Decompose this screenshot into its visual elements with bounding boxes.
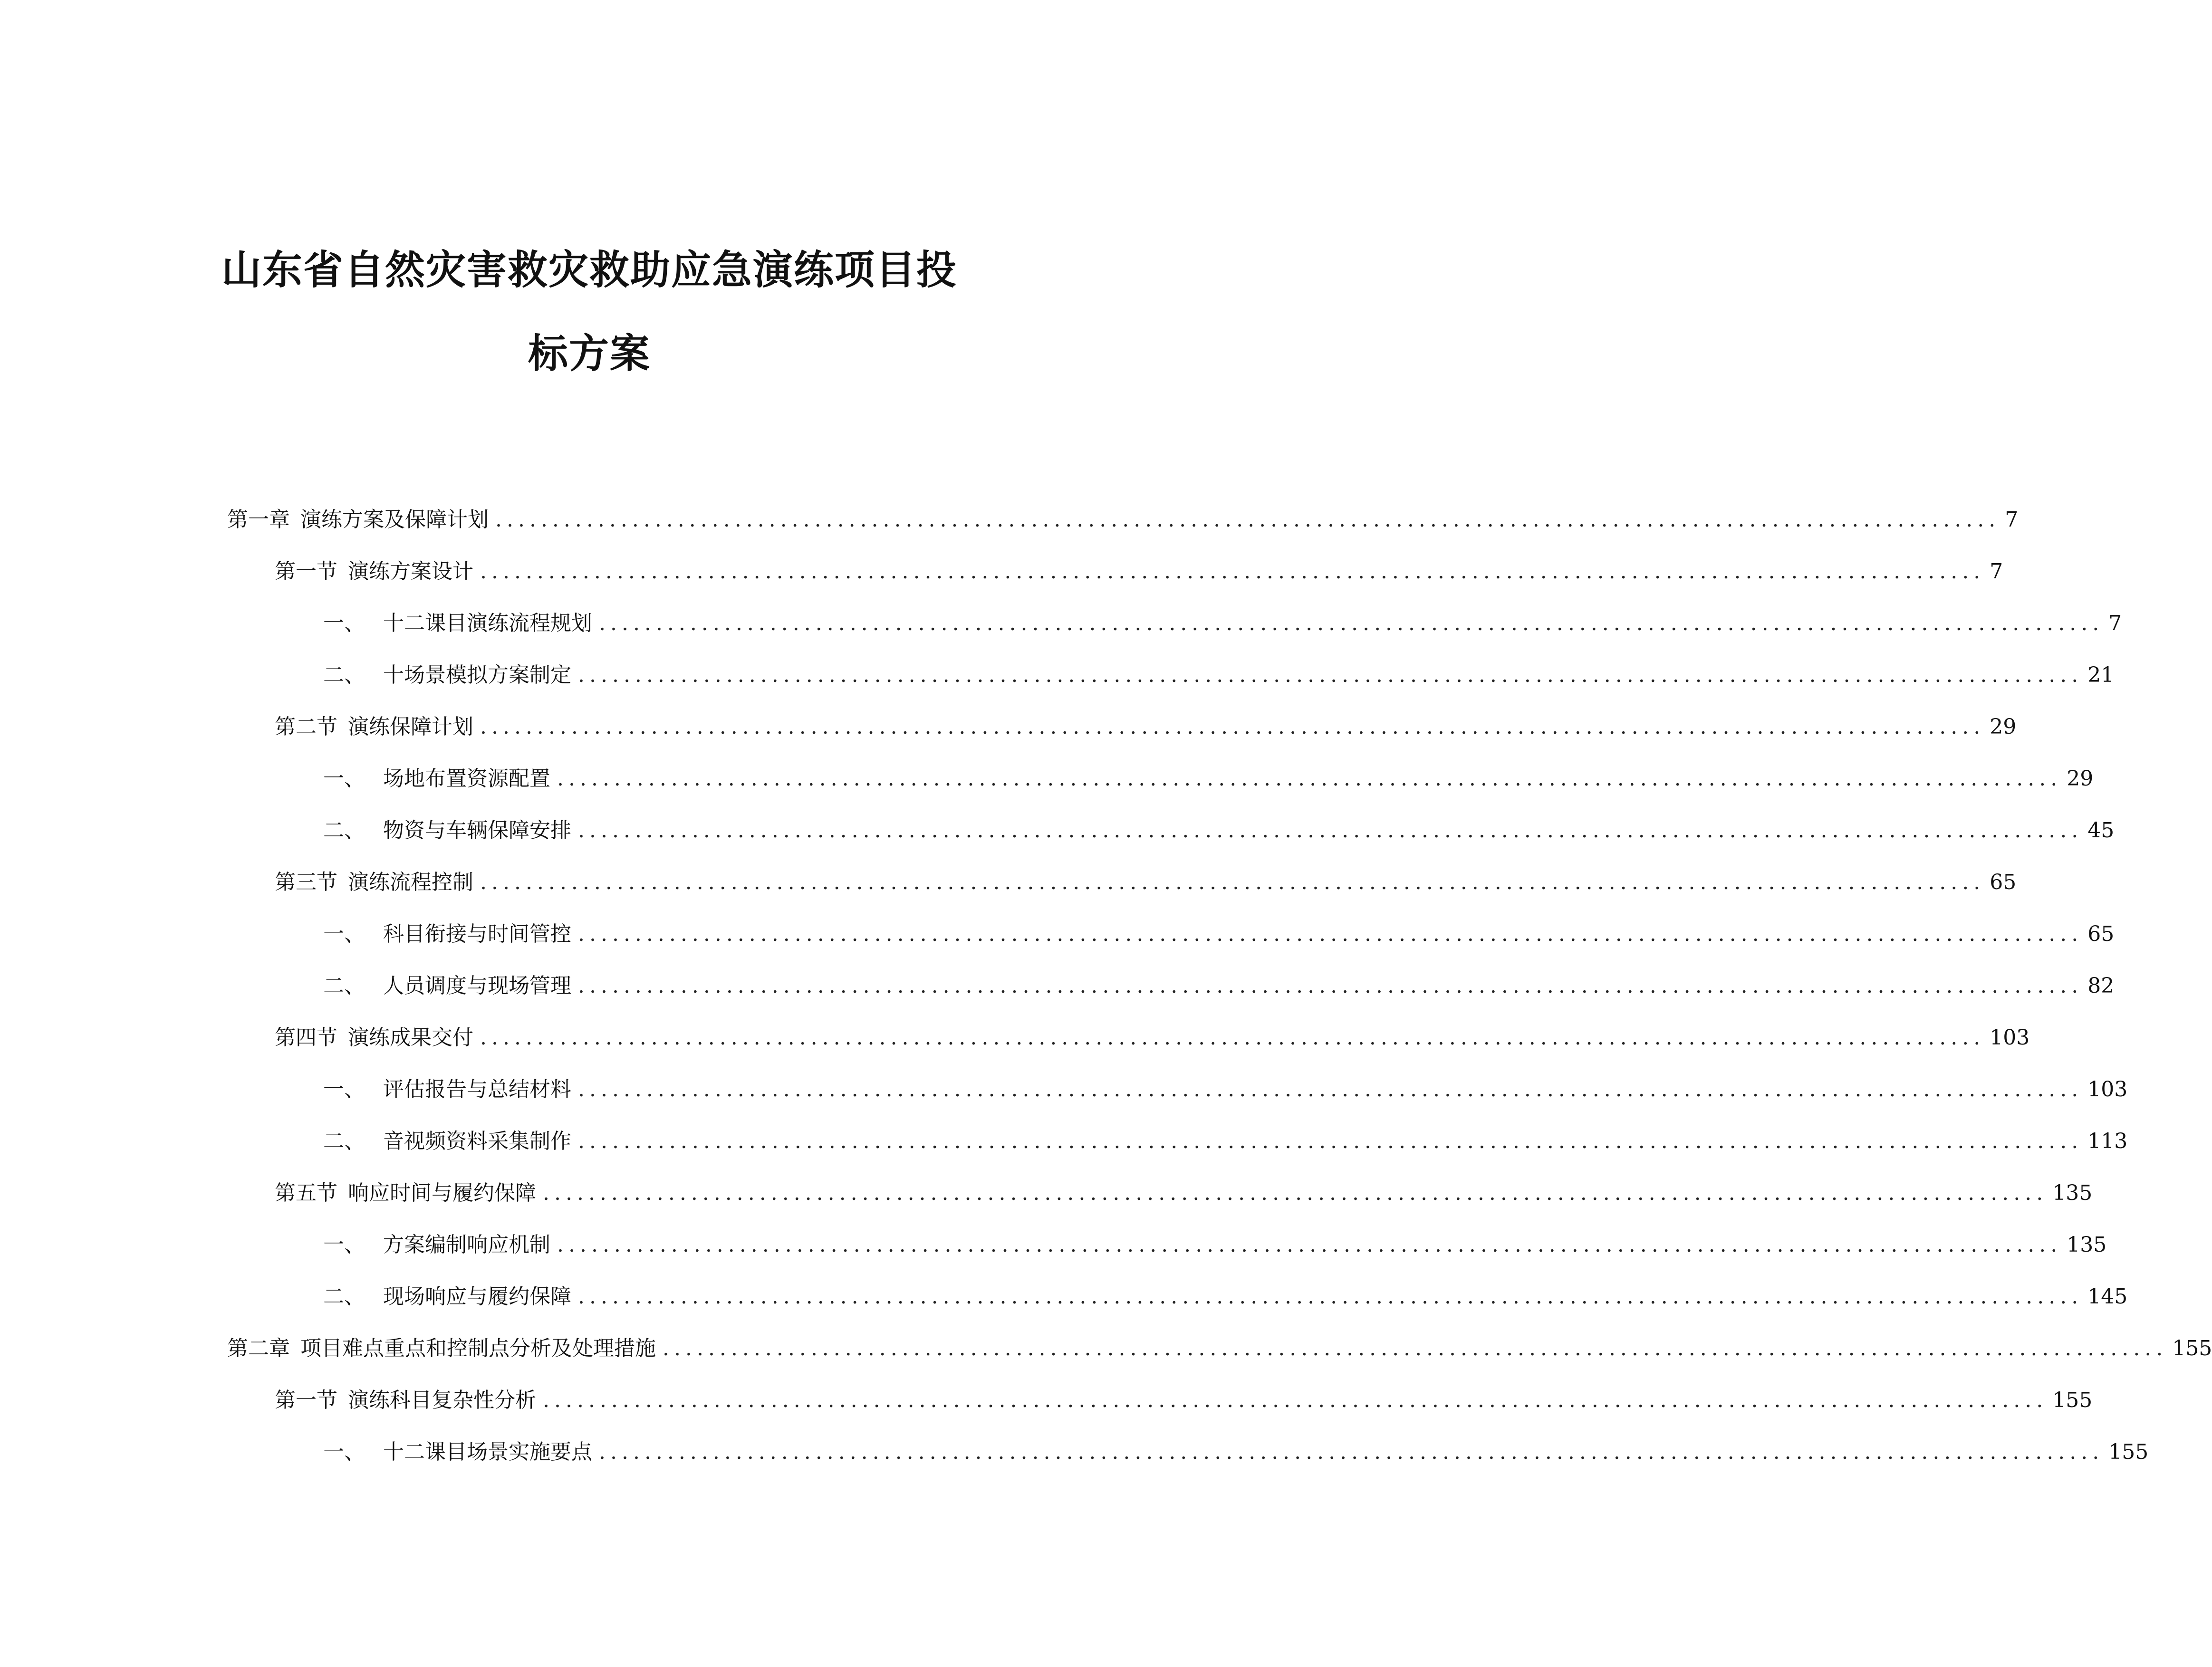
- toc-entry-title: 演练科目复杂性分析: [348, 1388, 536, 1412]
- toc-page-number: 103: [1990, 1025, 2030, 1050]
- toc-entry-title: 演练方案及保障计划: [300, 508, 489, 532]
- toc-entry-number: 第五节: [275, 1181, 337, 1205]
- toc-dot-leader: ....................................................................................................................................: [480, 1025, 1985, 1050]
- toc-entry-number: 二、: [323, 663, 365, 687]
- toc-dot-leader: ....................................................................................................................................: [578, 1129, 2083, 1153]
- toc-entry-title: 现场响应与履约保障: [383, 1284, 571, 1309]
- toc-entry-title: 响应时间与履约保障: [348, 1181, 536, 1205]
- toc-entry-section[interactable]: [275, 1021, 2030, 1055]
- toc-entry-title: 十二课目场景实施要点: [383, 1440, 592, 1464]
- toc-entry-title: 物资与车辆保障安排: [383, 818, 571, 843]
- toc-entry-number: 二、: [323, 818, 365, 843]
- toc-entry-chapter[interactable]: [227, 1332, 2212, 1366]
- toc-dot-leader: ....................................................................................................................................: [495, 508, 2000, 532]
- toc-entry-chapter[interactable]: [227, 503, 2019, 537]
- toc-entry-number: 二、: [323, 974, 365, 998]
- toc-entry-subsection[interactable]: [323, 658, 2115, 692]
- toc-dot-leader: ....................................................................................................................................: [578, 1077, 2083, 1102]
- toc-entry-section[interactable]: [275, 1176, 2093, 1210]
- toc-entry-number: 一、: [323, 1077, 365, 1102]
- toc-entry-subsection[interactable]: [323, 814, 2115, 848]
- toc-page-number: 65: [1990, 870, 2017, 894]
- toc-dot-leader: ....................................................................................................................................: [599, 611, 2104, 635]
- toc-page-number: 45: [2087, 818, 2115, 843]
- toc-dot-leader: ....................................................................................................................................: [578, 663, 2083, 687]
- toc-entry-number: 第二节: [275, 715, 337, 739]
- document-title: [143, 228, 1036, 395]
- toc-dot-leader: ....................................................................................................................................: [599, 1440, 2104, 1464]
- toc-page-number: 155: [2052, 1388, 2093, 1412]
- toc-entry-title: 演练方案设计: [348, 559, 473, 584]
- toc-entry-subsection[interactable]: [323, 1073, 2128, 1107]
- toc-entry-number: 二、: [323, 1129, 365, 1153]
- toc-entry-number: 第一节: [275, 559, 337, 584]
- toc-page-number: 7: [1990, 559, 2003, 584]
- toc-entry-section[interactable]: [275, 710, 2017, 744]
- toc-dot-leader: ....................................................................................................................................: [578, 1284, 2083, 1309]
- toc-page-number: 155: [2108, 1440, 2149, 1464]
- toc-dot-leader: ....................................................................................................................................: [578, 818, 2083, 843]
- toc-entry-subsection[interactable]: [323, 1124, 2128, 1159]
- toc-entry-title: 音视频资料采集制作: [383, 1129, 571, 1153]
- toc-dot-leader: ....................................................................................................................................: [543, 1181, 2048, 1205]
- toc-page-number: 135: [2052, 1181, 2093, 1205]
- toc-entry-title: 场地布置资源配置: [383, 766, 550, 791]
- toc-page-number: 29: [2067, 766, 2094, 791]
- toc-dot-leader: ....................................................................................................................................: [480, 870, 1985, 894]
- toc-page-number: 103: [2087, 1077, 2128, 1102]
- toc-entry-title: 演练流程控制: [348, 870, 473, 894]
- toc-entry-number: 一、: [323, 766, 365, 791]
- toc-page-number: 29: [1990, 715, 2017, 739]
- toc-entry-title: 评估报告与总结材料: [383, 1077, 571, 1102]
- toc-dot-leader: ....................................................................................................................................: [480, 715, 1985, 739]
- toc-entry-number: 第一节: [275, 1388, 337, 1412]
- toc-entry-title: 项目难点重点和控制点分析及处理措施: [300, 1336, 656, 1360]
- toc-dot-leader: ....................................................................................................................................: [578, 922, 2083, 946]
- toc-entry-subsection[interactable]: [323, 606, 2122, 641]
- toc-page-number: 82: [2087, 974, 2115, 998]
- toc-entry-section[interactable]: [275, 555, 2003, 589]
- toc-entry-subsection[interactable]: [323, 1280, 2128, 1314]
- toc-page-number: 21: [2087, 663, 2115, 687]
- toc-entry-number: 一、: [323, 922, 365, 946]
- toc-dot-leader: ....................................................................................................................................: [663, 1336, 2168, 1360]
- toc-entry-title: 科目衔接与时间管控: [383, 922, 571, 946]
- toc-entry-number: 第三节: [275, 870, 337, 894]
- toc-entry-number: 第四节: [275, 1025, 337, 1050]
- toc-entry-number: 一、: [323, 1233, 365, 1257]
- toc-entry-section[interactable]: [275, 1383, 2093, 1418]
- toc-entry-subsection[interactable]: [323, 1435, 2149, 1469]
- toc-page-number: 145: [2087, 1284, 2128, 1309]
- title-line-2: 标方案: [528, 330, 651, 377]
- toc-entry-subsection[interactable]: [323, 917, 2115, 951]
- toc-page-number: 7: [2005, 508, 2019, 532]
- toc-entry-title: 演练保障计划: [348, 715, 473, 739]
- toc-entry-title: 方案编制响应机制: [383, 1233, 550, 1257]
- toc-page-number: 135: [2067, 1233, 2107, 1257]
- toc-entry-title: 人员调度与现场管理: [383, 974, 571, 998]
- toc-page-number: 113: [2087, 1129, 2128, 1153]
- toc-page-number: 7: [2108, 611, 2122, 635]
- toc-dot-leader: ....................................................................................................................................: [557, 766, 2062, 791]
- toc-entry-number: 第二章: [227, 1336, 290, 1360]
- toc-entry-subsection[interactable]: [323, 969, 2115, 1003]
- toc-entry-number: 一、: [323, 1440, 365, 1464]
- toc-dot-leader: ....................................................................................................................................: [557, 1233, 2062, 1257]
- toc-entry-title: 演练成果交付: [348, 1025, 473, 1050]
- toc-entry-number: 第一章: [227, 508, 290, 532]
- toc-entry-subsection[interactable]: [323, 1228, 2107, 1262]
- toc-page-number: 155: [2172, 1336, 2212, 1360]
- toc-entry-title: 十二课目演练流程规划: [383, 611, 592, 635]
- toc-dot-leader: ....................................................................................................................................: [480, 559, 1985, 584]
- toc-entry-title: 十场景模拟方案制定: [383, 663, 571, 687]
- toc-dot-leader: ....................................................................................................................................: [543, 1388, 2048, 1412]
- toc-entry-section[interactable]: [275, 865, 2017, 900]
- toc-page-number: 65: [2087, 922, 2115, 946]
- toc-entry-number: 二、: [323, 1284, 365, 1309]
- toc-entry-subsection[interactable]: [323, 762, 2094, 796]
- toc-entry-number: 一、: [323, 611, 365, 635]
- toc-dot-leader: ....................................................................................................................................: [578, 974, 2083, 998]
- title-line-1: 山东省自然灾害救灾救助应急演练项目投: [221, 246, 957, 293]
